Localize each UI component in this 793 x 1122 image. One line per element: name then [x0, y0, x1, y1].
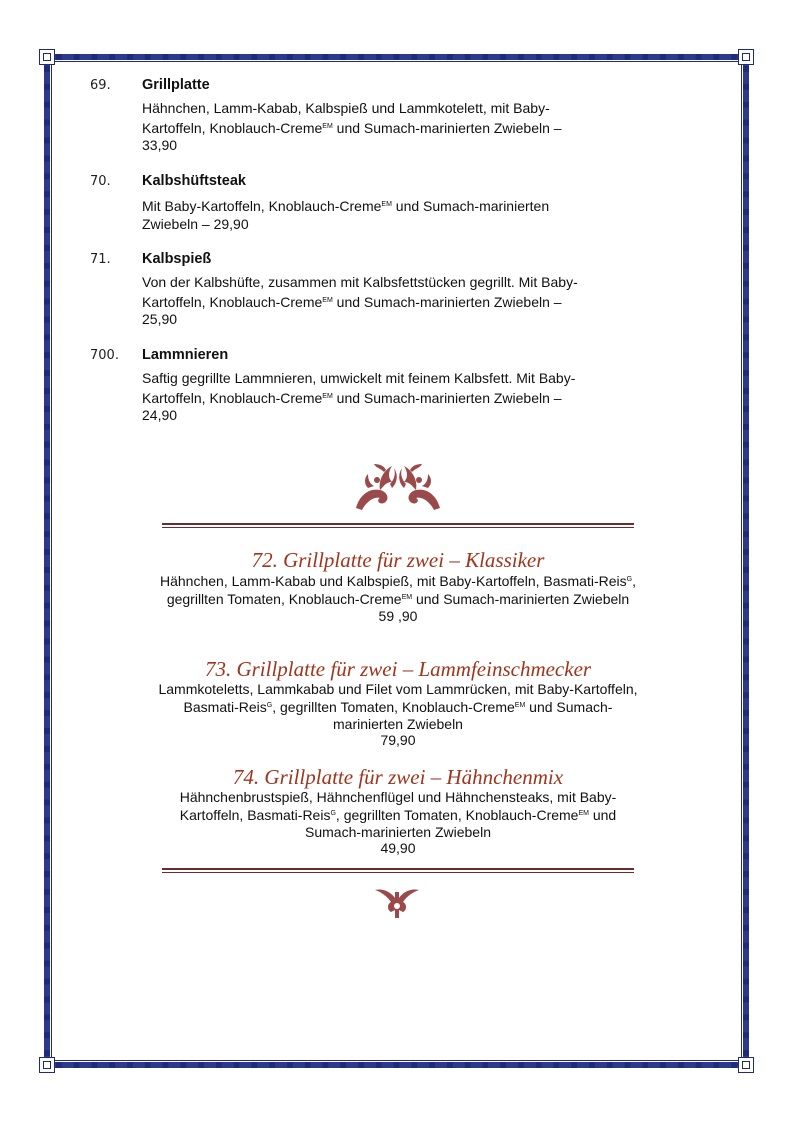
border-corner-ornament [39, 1057, 55, 1073]
item-name: Kalbshüftsteak [142, 173, 246, 189]
item-number: 700. [90, 348, 119, 363]
platter-price: 49,90 [380, 840, 416, 857]
platter-price: 59 ,90 [378, 607, 418, 624]
item-description: Saftig gegrillte Lammnieren, umwickelt mit feinem Kalbsfett. Mit Baby-Kartoffeln, Knoblauch-Creme$^{EM}$ und Sumach-marinierten Zwiebeln – 24,90 [142, 370, 576, 423]
allergen-marker: EM [401, 593, 413, 601]
allergen-marker: EM [322, 296, 333, 304]
allergen-marker: EM [322, 392, 333, 400]
item-number: 70. [90, 174, 111, 189]
platter-title: 72. Grillplatte für zwei – Klassiker [251, 548, 545, 572]
floral-scroll-pair-icon [350, 458, 446, 514]
allergen-marker: G [626, 576, 633, 583]
platter-section [150, 657, 646, 749]
platter-price: 79,90 [380, 732, 416, 749]
border-corner-ornament [738, 49, 754, 65]
section-divider [162, 523, 634, 528]
platter-section [150, 548, 646, 625]
item-description: Von der Kalbshüfte, zusammen mit Kalbsfettstücken gegrillt. Mit Baby-Kartoffeln, Knoblauch-Creme$^{EM}$ und Sumach-marinierten Zwiebeln – 25,90 [142, 274, 578, 327]
platter-section [150, 765, 646, 857]
allergen-marker: G [330, 809, 336, 817]
item-number: 71. [90, 252, 111, 267]
platter-title: 73. Grillplatte für zwei – Lammfeinschmecker [204, 657, 592, 681]
section-divider [162, 868, 634, 873]
item-number: 69. [90, 78, 111, 93]
fleuron-icon [373, 886, 421, 920]
item-name: Grillplatte [142, 77, 210, 93]
platter-description: Hähnchenbrustspieß, Hähnchenflügel und Hähnchensteaks, mit Baby-Kartoffeln, Basmati-Reis$^G$, gegrillten Tomaten, Knoblauch-Creme$^{EM}$ und Sumach-marinierten Zwiebeln [179, 789, 617, 840]
platter-title: 74. Grillplatte für zwei – Hähnchenmix [232, 765, 564, 789]
item-name: Kalbspieß [142, 251, 212, 267]
item-description: Mit Baby-Kartoffeln, Knoblauch-Creme$^{EM}$ und Sumach-marinierten Zwiebeln – 29,90 [142, 198, 550, 232]
allergen-marker: G [266, 701, 273, 709]
border-corner-ornament [738, 1057, 754, 1073]
platter-description: Lammkoteletts, Lammkabab und Filet vom Lammrücken, mit Baby-Kartoffeln, Basmati-Reis$^G$, gegrillten Tomaten, Knoblauch-Creme$^{EM}$ und Sumach-marinierten Zwiebeln [158, 681, 638, 732]
allergen-marker: EM [578, 809, 589, 817]
allergen-marker: EM [322, 122, 333, 130]
item-description: Hähnchen, Lamm-Kabab, Kalbspieß und Lammkotelett, mit Baby-Kartoffeln, Knoblauch-Creme$^{EM}$ und Sumach-marinierten Zwiebeln – 33,90 [142, 100, 562, 153]
allergen-marker: EM [381, 201, 392, 208]
allergen-marker: EM [514, 701, 526, 709]
item-name: Lammnieren [142, 347, 229, 363]
border-corner-ornament [39, 49, 55, 65]
platter-description: Hähnchen, Lamm-Kabab und Kalbspieß, mit Baby-Kartoffeln, Basmati-Reis$^G$, gegrillten Tomaten, Knoblauch-Creme$^{EM}$ und Sumach-marinierten Zwiebeln [160, 573, 636, 607]
